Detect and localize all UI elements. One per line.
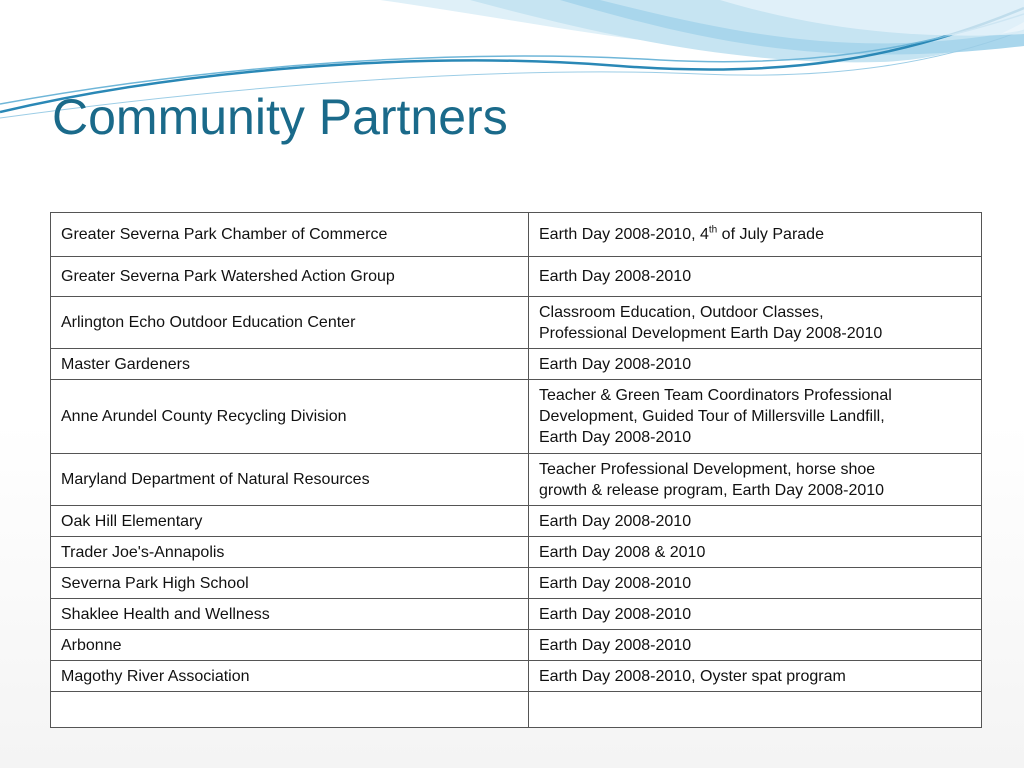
table-row (51, 297, 982, 349)
activity-superscript: th (708, 224, 718, 236)
community-partners-table (50, 212, 982, 728)
activity-text: Earth Day 2008-2010 (539, 268, 692, 285)
partner-activity-cell (529, 568, 982, 599)
table-row (51, 599, 982, 630)
partner-name-cell: Anne Arundel County Recycling Division (51, 380, 529, 454)
table-row (51, 454, 982, 506)
activity-line: Classroom Education, Outdoor Classes, (539, 303, 824, 321)
partner-activity-cell (529, 257, 982, 297)
activity-text: Earth Day 2008-2010 (539, 512, 692, 530)
table-row (51, 213, 982, 257)
partner-name-cell: Shaklee Health and Wellness (51, 599, 529, 630)
activity-line: Professional Development Earth Day 2008-2010 (539, 324, 883, 342)
partner-activity-cell (529, 630, 982, 661)
table-row (51, 506, 982, 537)
partner-activity-cell (529, 599, 982, 630)
partner-name-cell: Maryland Department of Natural Resources (51, 454, 529, 506)
activity-line: Teacher Professional Development, horse shoe (539, 460, 876, 478)
partner-activity-cell (529, 661, 982, 692)
partner-activity-cell (529, 537, 982, 568)
partner-name-cell: Arbonne (51, 630, 529, 661)
partner-name-cell: Severna Park High School (51, 568, 529, 599)
partner-activity-cell (529, 349, 982, 380)
partners-table-body (51, 213, 982, 728)
activity-text: Earth Day 2008 & 2010 (539, 543, 706, 561)
table-row (51, 257, 982, 297)
partner-activity-cell (529, 213, 982, 257)
partner-name-cell: Greater Severna Park Chamber of Commerce (51, 213, 529, 257)
activity-line: Teacher & Green Team Coordinators Professional (539, 387, 892, 404)
table-row (51, 661, 982, 692)
activity-text-tail: of July Parade (717, 226, 824, 243)
table-row (51, 537, 982, 568)
activity-text: Earth Day 2008-2010, Oyster spat program (539, 667, 846, 685)
partner-activity-cell (529, 297, 982, 349)
table-row (51, 349, 982, 380)
activity-text: Earth Day 2008-2010, 4 (539, 226, 709, 243)
activity-line: Development, Guided Tour of Millersville Landfill, (539, 408, 885, 425)
activity-line: growth & release program, Earth Day 2008-2010 (539, 481, 885, 499)
activity-text: Earth Day 2008-2010 (539, 636, 692, 654)
partner-activity-cell (529, 692, 982, 728)
activity-text: Earth Day 2008-2010 (539, 355, 692, 373)
activity-line: Earth Day 2008-2010 (539, 429, 692, 446)
table-row (51, 568, 982, 599)
table-row (51, 630, 982, 661)
partner-activity-cell (529, 454, 982, 506)
activity-text: Earth Day 2008-2010 (539, 605, 692, 623)
partner-name-cell: Oak Hill Elementary (51, 506, 529, 537)
partner-name-cell (51, 692, 529, 728)
partner-activity-cell (529, 380, 982, 454)
partner-name-cell: Arlington Echo Outdoor Education Center (51, 297, 529, 349)
partner-activity-cell (529, 506, 982, 537)
partner-name-cell: Magothy River Association (51, 661, 529, 692)
partner-name-cell: Trader Joe's-Annapolis (51, 537, 529, 568)
slide-title: Community Partners (52, 89, 508, 145)
partner-name-cell: Master Gardeners (51, 349, 529, 380)
activity-text: Earth Day 2008-2010 (539, 574, 692, 592)
table-row (51, 692, 982, 728)
table-row (51, 380, 982, 454)
partner-name-cell: Greater Severna Park Watershed Action Group (51, 257, 529, 297)
